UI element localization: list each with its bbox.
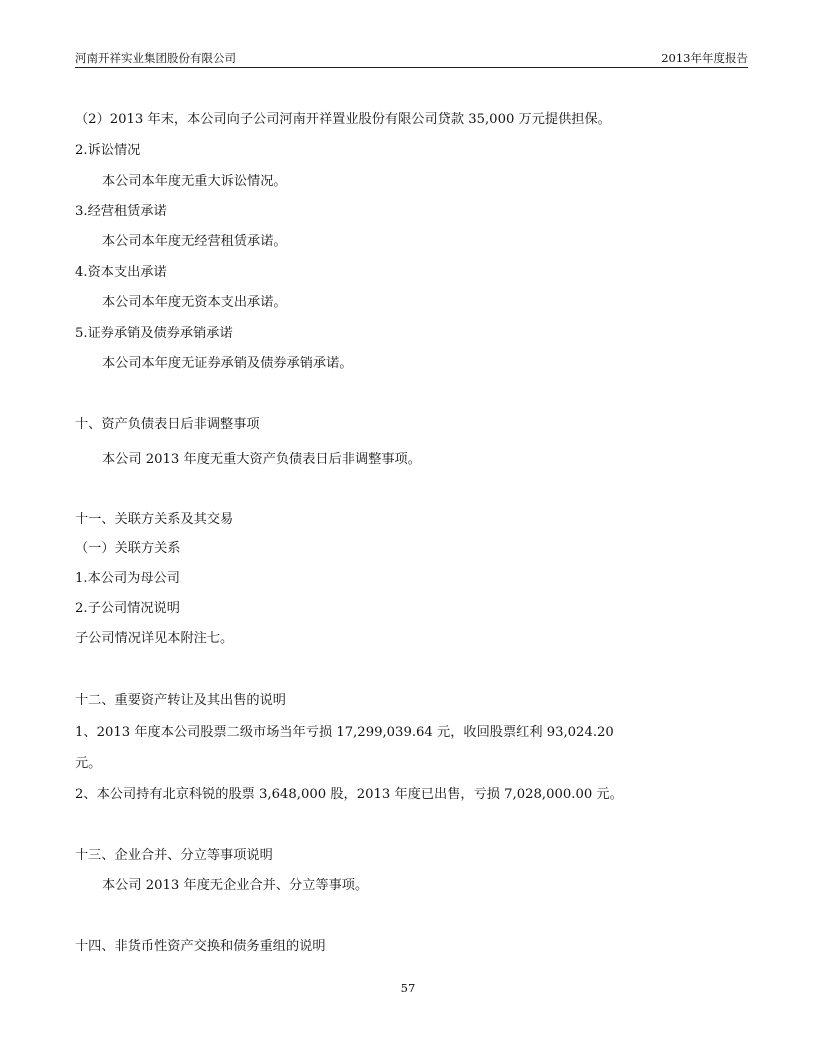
page-header	[75, 50, 748, 66]
litigation-text: 本公司本年度无重大诉讼情况。	[102, 174, 287, 189]
page-number: 57	[400, 981, 416, 995]
capex-heading: 4.资本支出承诺	[75, 265, 167, 280]
section12-item-1-line-2: 元。	[75, 756, 102, 771]
header-report-title: 2013年年度报告	[661, 51, 748, 65]
lease-text: 本公司本年度无经营租赁承诺。	[102, 234, 287, 249]
underwriting-text: 本公司本年度无证券承销及债券承销承诺。	[102, 356, 353, 371]
section13-text: 本公司 2013 年度无企业合并、分立等事项。	[102, 878, 369, 893]
section12-item-1-line-1: 1、2013 年度本公司股票二级市场当年亏损 17,299,039.64 元，收回股票红利 93,024.20	[75, 725, 614, 740]
section11-item-2-text: 子公司情况详见本附注七。	[75, 631, 234, 646]
section11-subheading: （一）关联方关系	[75, 541, 181, 556]
section13-title: 十三、企业合并、分立等事项说明	[75, 848, 273, 863]
guarantee-item-2: （2）2013 年末，本公司向子公司河南开祥置业股份有限公司贷款 35,000 万元提供担保。	[75, 112, 611, 127]
section12-title: 十二、重要资产转让及其出售的说明	[75, 693, 286, 708]
header-divider	[75, 67, 748, 68]
section12-item-2: 2、本公司持有北京科锐的股票 3,648,000 股，2013 年度已出售，亏损 7,028,000.00 元。	[75, 787, 623, 802]
litigation-heading: 2.诉讼情况	[75, 143, 141, 158]
section14-title: 十四、非货币性资产交换和债务重组的说明	[75, 939, 326, 954]
section10-text: 本公司 2013 年度无重大资产负债表日后非调整事项。	[102, 452, 421, 467]
section10-title: 十、资产负债表日后非调整事项	[75, 417, 260, 432]
section11-item-2: 2.子公司情况说明	[75, 601, 180, 616]
header-company-name: 河南开祥实业集团股份有限公司	[75, 51, 236, 65]
underwriting-heading: 5.证券承销及债券承销承诺	[75, 326, 233, 341]
lease-heading: 3.经营租赁承诺	[75, 204, 167, 219]
capex-text: 本公司本年度无资本支出承诺。	[102, 295, 287, 310]
section11-item-1: 1.本公司为母公司	[75, 571, 180, 586]
section11-title: 十一、关联方关系及其交易	[75, 512, 234, 527]
